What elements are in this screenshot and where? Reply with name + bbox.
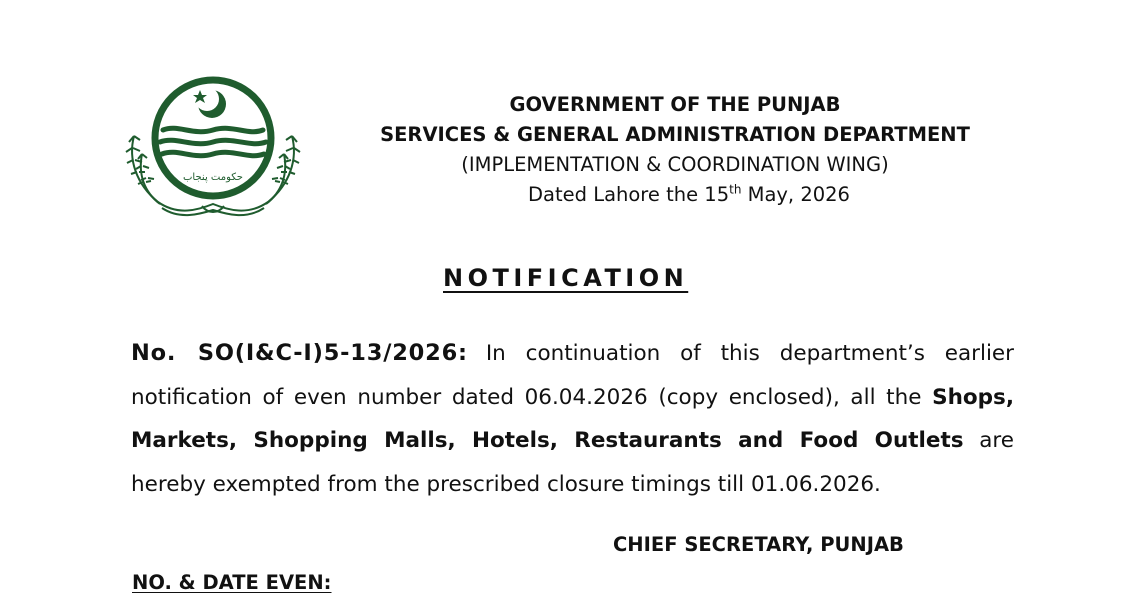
signature-title: CHIEF SECRETARY, PUNJAB — [613, 533, 904, 556]
notification-body — [131, 332, 1014, 506]
body-text-2: are hereby exempted from the prescribed closure timings till 01.06.2026. — [131, 428, 1014, 497]
no-date-even-label: NO. & DATE EVEN: — [132, 571, 332, 594]
body-text-1: In continuation of this department’s earlier notification of even number dated 06.04.2026 (copy enclosed), all the — [131, 341, 1014, 410]
notification-title: NOTIFICATION — [443, 264, 689, 292]
government-of-punjab-emblem-icon — [118, 74, 308, 224]
body-text-bold: Shops, Markets, Shopping Malls, Hotels, Restaurants and Food Outlets — [131, 384, 1014, 453]
notification-reference: No. SO(I&C-I)5-13/2026: — [131, 340, 468, 366]
wing-title: (IMPLEMENTATION & COORDINATION WING) — [461, 153, 889, 176]
department-title: SERVICES & GENERAL ADMINISTRATION DEPARTMENT — [380, 123, 970, 146]
dated-prefix: Dated Lahore the 15 — [528, 183, 730, 206]
dated-rest: May, 2026 — [741, 183, 850, 206]
svg-text:حکومت پنجاب: حکومت پنجاب — [183, 172, 243, 183]
letterhead — [330, 90, 1020, 210]
dated-suffix: th — [729, 182, 742, 197]
government-title: GOVERNMENT OF THE PUNJAB — [509, 93, 841, 116]
dated-line — [330, 180, 1020, 210]
